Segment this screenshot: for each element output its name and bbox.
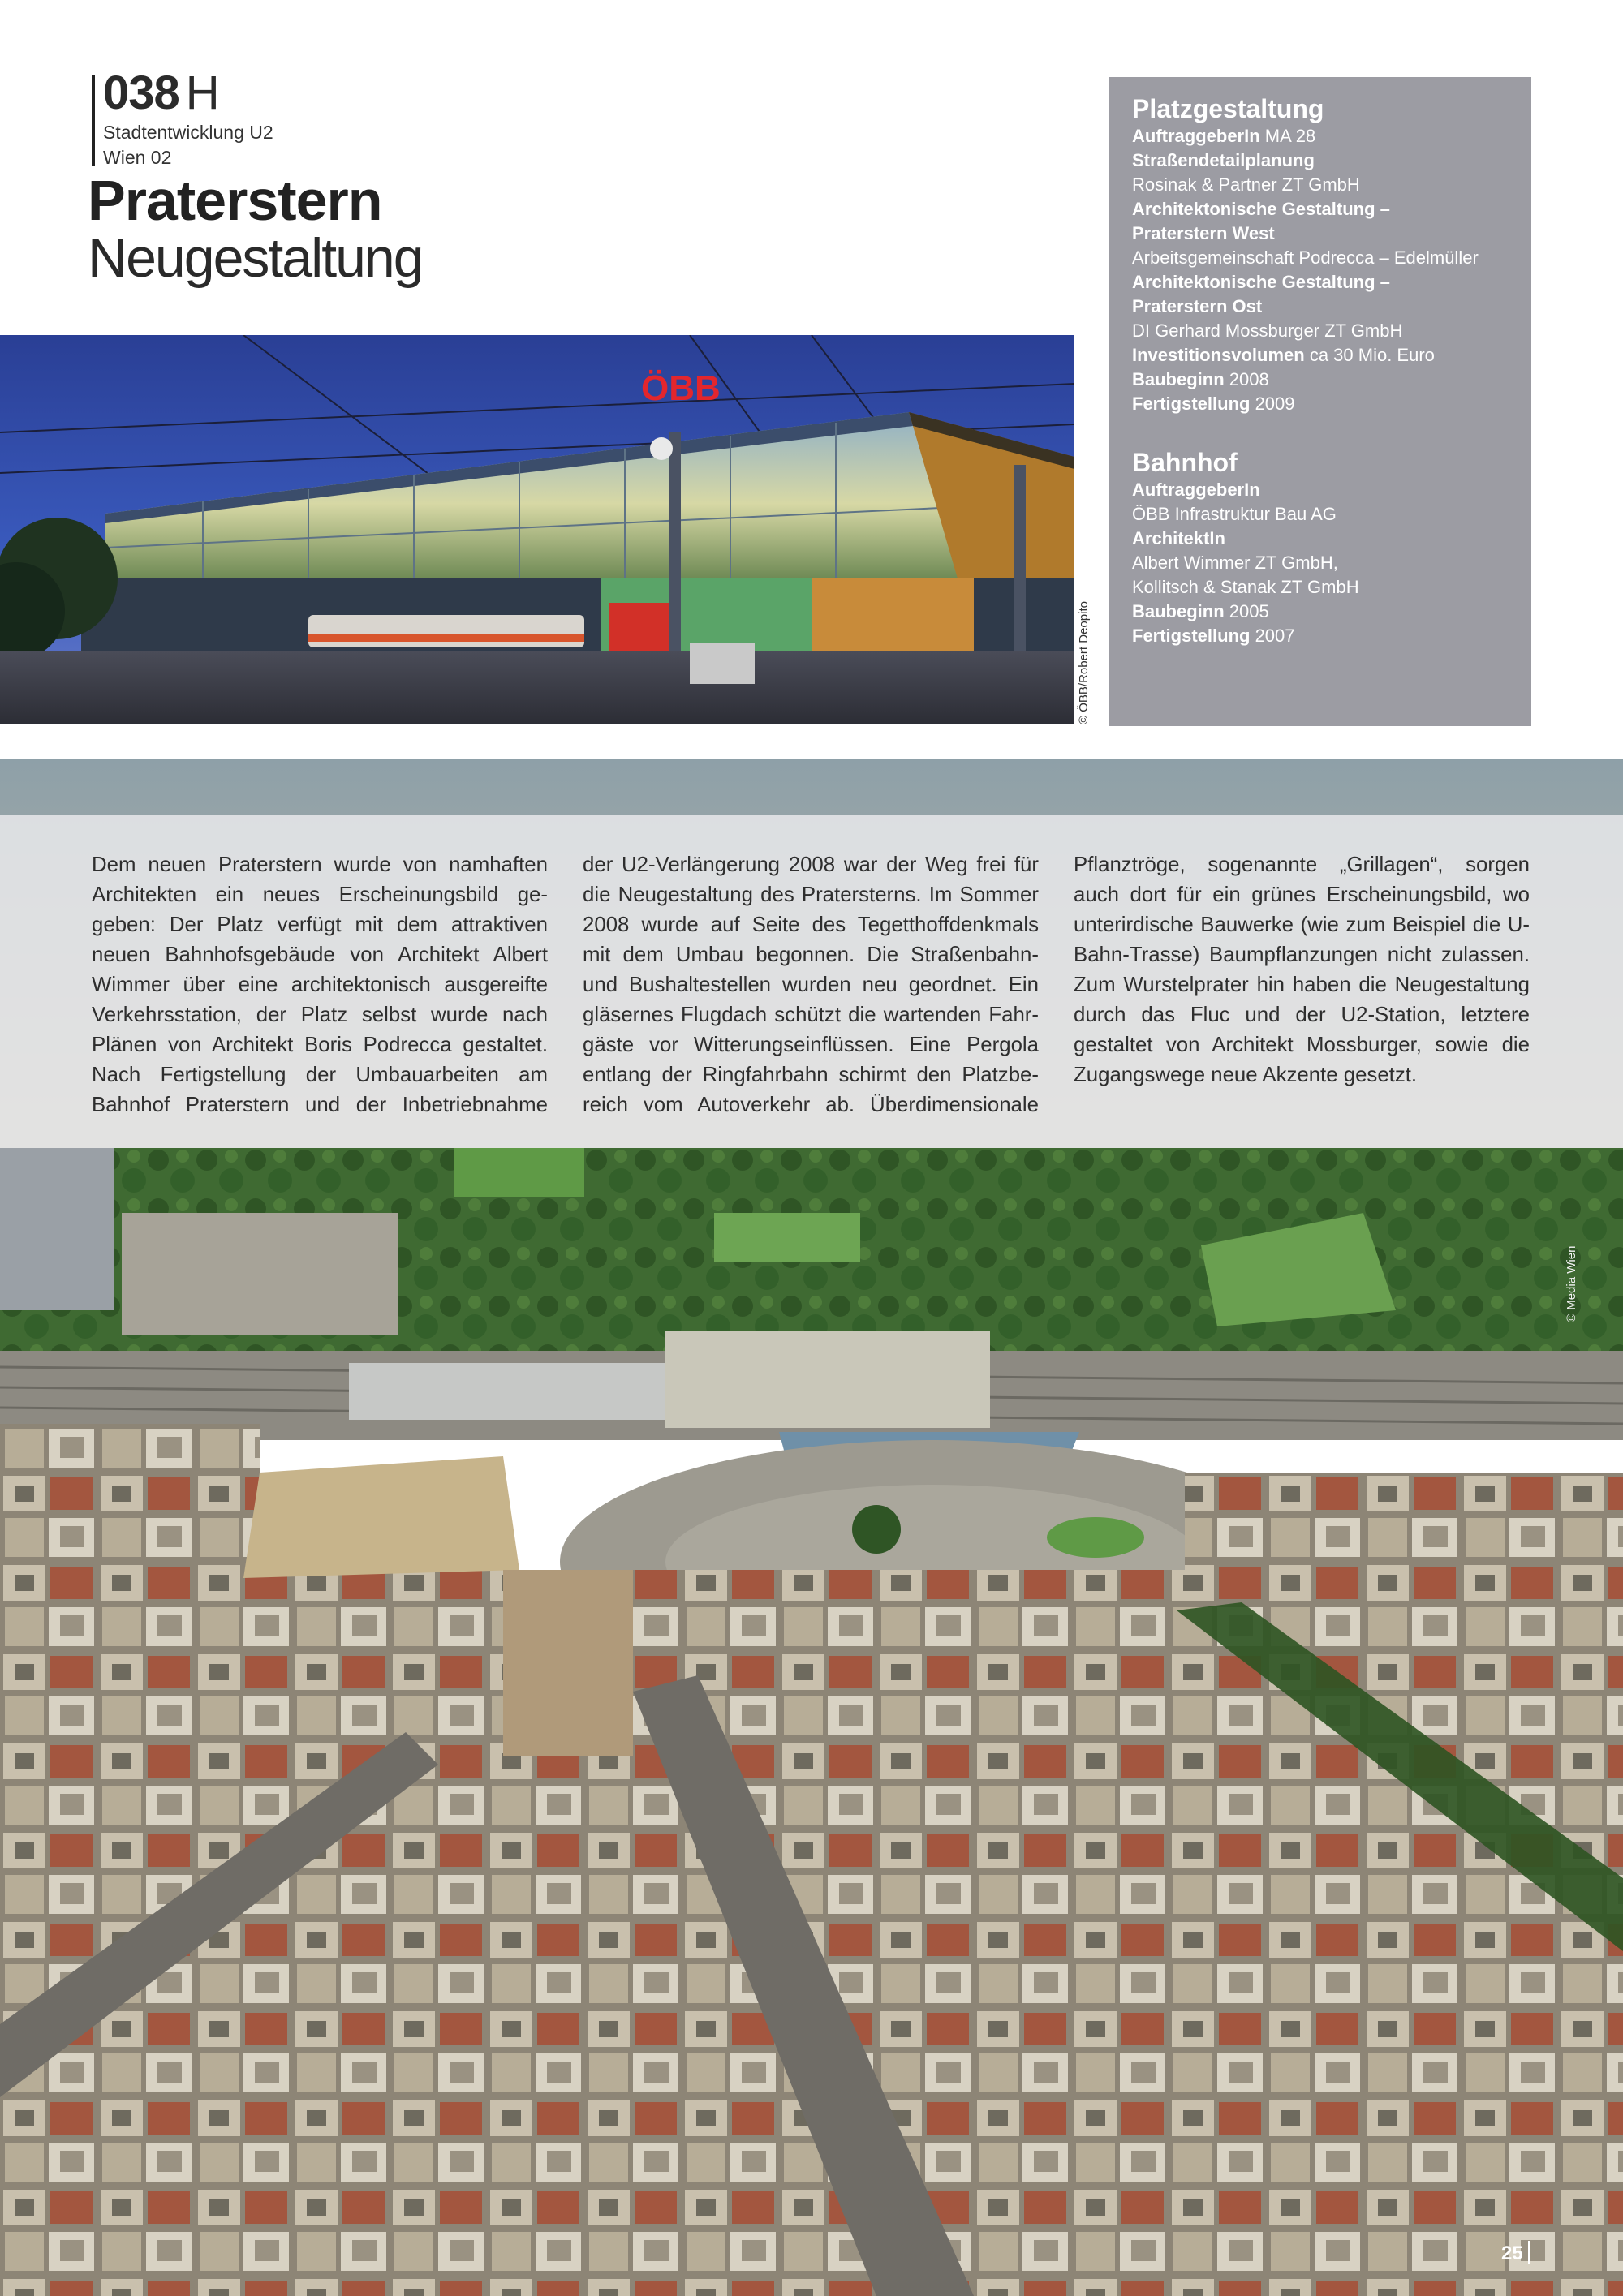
info-value: Albert Wimmer ZT GmbH,: [1132, 553, 1338, 573]
text-line: Zugangswege neue Akzente gesetzt.: [1074, 1064, 1418, 1086]
page-title: Praterstern: [88, 169, 382, 232]
info-value: DI Gerhard Mossburger ZT GmbH: [1132, 320, 1403, 341]
page-number-divider: [1528, 2241, 1530, 2264]
info-line: [1132, 624, 1509, 648]
text-line: mit dem Umbau begonnen. Die Straßenbahn-: [583, 944, 1039, 966]
platzgestaltung-details: [1132, 124, 1509, 416]
info-label: Baubeginn: [1132, 601, 1225, 621]
info-value: 2005: [1224, 601, 1269, 621]
text-line: auch dort für ein grünes Erscheinungsbild, wo: [1074, 884, 1530, 906]
text-line: entlang der Ringfahrbahn schirmt den Platzbe-: [583, 1064, 1039, 1086]
text-line: Bahn-Trasse) Baumpflanzungen nicht zulassen.: [1074, 944, 1530, 966]
obb-sign: ÖBB: [641, 368, 721, 408]
text-line: unterirdische Bauwerke (wie zum Beispiel die U-: [1074, 914, 1530, 936]
info-label: AuftraggeberIn: [1132, 479, 1260, 500]
project-line-1: Stadtentwicklung U2: [103, 122, 273, 143]
info-label: Baubeginn: [1132, 369, 1225, 389]
project-code: [103, 67, 219, 119]
info-label: Architektonische Gestaltung –: [1132, 199, 1390, 219]
info-value: 2009: [1250, 393, 1295, 414]
section-heading-platzgestaltung: Platzgestaltung: [1132, 94, 1324, 123]
text-line: reich vom Autoverkehr ab. Überdimensionale: [583, 1094, 1039, 1116]
code-divider: [92, 75, 95, 166]
info-line: [1132, 173, 1509, 197]
info-line: [1132, 478, 1509, 502]
text-line: neuen Bahnhofsgebäude von Architekt Albert: [92, 944, 548, 966]
bahnhof-section: [1132, 447, 1509, 648]
info-line: [1132, 343, 1509, 368]
text-line: durch das Fluc und der U2-Station, letztere: [1074, 1004, 1530, 1026]
info-line: [1132, 600, 1509, 624]
text-line: Plänen von Architekt Boris Podrecca gestaltet.: [92, 1034, 548, 1056]
section-heading-bahnhof: Bahnhof: [1132, 448, 1238, 477]
info-line: [1132, 197, 1509, 221]
project-letter: H: [185, 67, 219, 119]
bahnhof-details: [1132, 478, 1509, 648]
info-line: [1132, 527, 1509, 551]
info-line: [1132, 124, 1509, 148]
text-line: Nach Fertigstellung der Umbauarbeiten am: [92, 1064, 548, 1086]
body-column-2: [583, 850, 1039, 1120]
text-line: Verkehrsstation, der Platz selbst wurde nach: [92, 1004, 548, 1026]
info-value: MA 28: [1259, 126, 1316, 146]
info-value: 2008: [1224, 369, 1269, 389]
info-line: [1132, 221, 1509, 246]
info-line: [1132, 246, 1509, 270]
photo-credit-top: © ÖBB/Robert Deopito: [1077, 601, 1091, 724]
photo-credit-aerial: © Media Wien: [1565, 1245, 1578, 1322]
project-info-box: [1109, 77, 1531, 726]
info-value: ca 30 Mio. Euro: [1304, 345, 1435, 365]
text-line: geben: Der Platz verfügt mit dem attraktiven: [92, 914, 548, 936]
station-photo: [0, 335, 1074, 724]
info-value: Arbeitsgemeinschaft Podrecca – Edelmüller: [1132, 247, 1479, 268]
info-label: Fertigstellung: [1132, 393, 1251, 414]
page-number: 25: [1501, 2242, 1523, 2264]
text-line: die Neugestaltung des Pratersterns. Im Sommer: [583, 884, 1039, 906]
project-line-2: Wien 02: [103, 147, 172, 168]
info-line: [1132, 502, 1509, 527]
text-line: Dem neuen Praterstern wurde von namhaften: [92, 853, 548, 876]
text-line: der U2-Verlängerung 2008 war der Weg frei für: [583, 853, 1039, 876]
info-label: Architektonische Gestaltung –: [1132, 272, 1390, 292]
info-line: [1132, 551, 1509, 575]
info-value: ÖBB Infrastruktur Bau AG: [1132, 504, 1337, 524]
info-label: Fertigstellung: [1132, 626, 1251, 646]
info-line: [1132, 368, 1509, 392]
body-column-3: [1074, 850, 1530, 1090]
project-subtitle: [103, 120, 273, 170]
info-label: Praterstern Ost: [1132, 296, 1263, 316]
text-line: Zum Wurstelprater hin haben die Neugestaltung: [1074, 974, 1530, 996]
info-value: Kollitsch & Stanak ZT GmbH: [1132, 577, 1359, 597]
page-subtitle: Neugestaltung: [88, 227, 423, 289]
info-line: [1132, 392, 1509, 416]
text-line: Wimmer über eine architektonisch ausgereifte: [92, 974, 548, 996]
info-value: 2007: [1250, 626, 1295, 646]
text-line: Bahnhof Praterstern und der Inbetriebnahme: [92, 1094, 548, 1116]
text-line: gäste vor Witterungseinflüssen. Eine Pergola: [583, 1034, 1039, 1056]
info-label: Praterstern West: [1132, 223, 1275, 243]
info-line: [1132, 575, 1509, 600]
text-line: Pflanztröge, sogenannte „Grillagen“, sorgen: [1074, 853, 1530, 876]
text-line: Architekten ein neues Erscheinungsbild ge-: [92, 884, 548, 906]
project-number: 038: [103, 67, 179, 119]
info-label: AuftraggeberIn: [1132, 126, 1260, 146]
body-column-1: [92, 850, 548, 1120]
info-label: Investitionsvolumen: [1132, 345, 1305, 365]
info-label: Straßendetailplanung: [1132, 150, 1315, 170]
info-line: [1132, 295, 1509, 319]
info-line: [1132, 270, 1509, 295]
info-label: ArchitektIn: [1132, 528, 1225, 548]
info-line: [1132, 319, 1509, 343]
text-line: gläsernes Flugdach schützt die wartenden Fahr-: [583, 1004, 1039, 1026]
info-value: Rosinak & Partner ZT GmbH: [1132, 174, 1360, 195]
text-line: und Bushaltestellen wurden neu geordnet. Ein: [583, 974, 1039, 996]
text-line: gestaltet von Architekt Mossburger, sowie die: [1074, 1034, 1530, 1056]
text-line: 2008 wurde auf Seite des Tegetthoffdenkmals: [583, 914, 1039, 936]
info-line: [1132, 148, 1509, 173]
